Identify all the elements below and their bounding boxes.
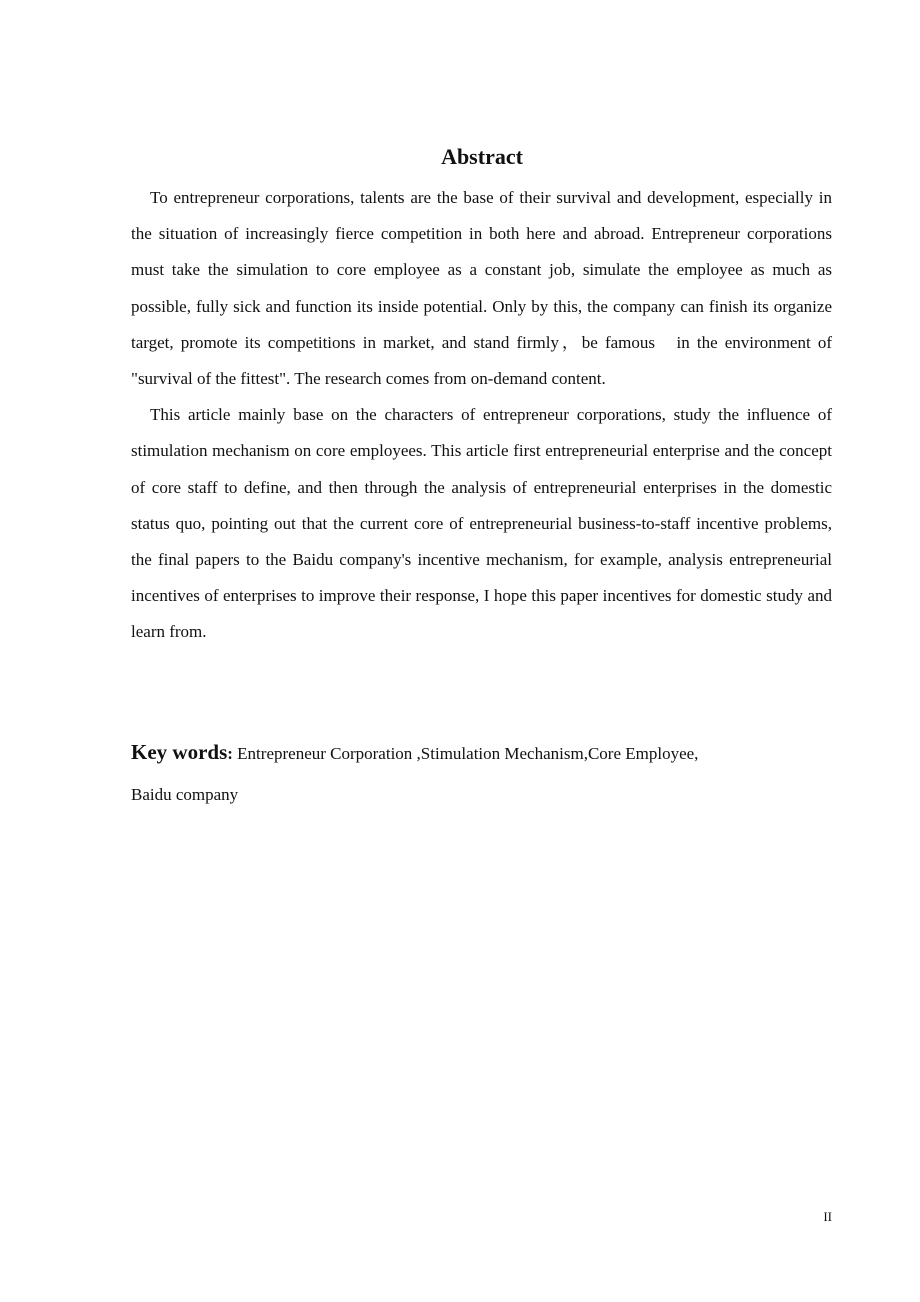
abstract-paragraph: To entrepreneur corporations, talents are the base of their survival and development, especially in the situation of increasingly fierce competition in both here and abroad. Entrepreneur corporations must take the simulation to core employee as a constant job, simulate the employee as much as possible, fully sick and function its inside potential. Only by this, the company can finish its organize target, promote its competitions in market, and stand firmly，be famous in the environment of "survival of the fittest". The research comes from on-demand content.	[131, 188, 832, 389]
page-number: II	[823, 1209, 832, 1224]
keywords-section	[131, 732, 832, 816]
abstract-paragraph: This article mainly base on the characters of entrepreneur corporations, study the influence of stimulation mechanism on core employees. This article first entrepreneurial enterprise and the concept of core staff to define, and then through the analysis of entrepreneurial enterprises in the domestic status quo, pointing out that the current core of entrepreneurial business-to-staff incentive problems, the final papers to the Baidu company's incentive mechanism, for example, analysis entrepreneurial incentives of enterprises to improve their response, I hope this paper incentives for domestic study and learn from.	[131, 405, 832, 642]
keywords-label: Key words	[131, 740, 228, 764]
abstract-title: Abstract	[441, 144, 523, 169]
keywords-colon: :	[227, 744, 233, 763]
keywords-list: Entrepreneur Corporation ,Stimulation Mechanism,Core Employee,	[232, 744, 699, 763]
abstract-body	[131, 180, 832, 651]
keywords-list-continued: Baidu company	[131, 785, 239, 804]
